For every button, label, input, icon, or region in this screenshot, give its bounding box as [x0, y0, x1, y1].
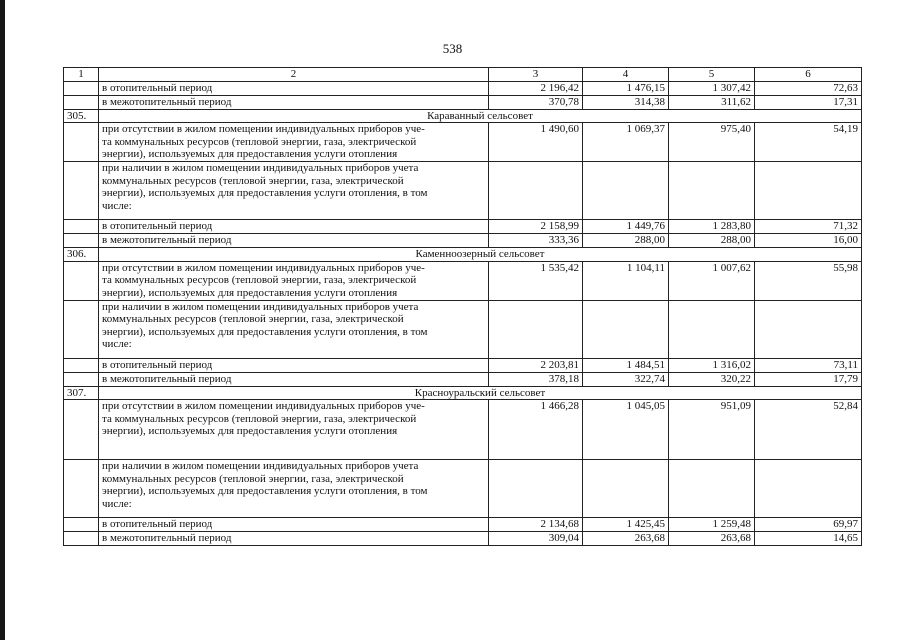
label-line: та коммунальных ресурсов (тепловой энергии, газа, электрической	[102, 135, 417, 148]
empty-cell	[64, 400, 99, 460]
value-row	[64, 532, 862, 546]
value-cell	[755, 460, 862, 518]
label-line: числе:	[102, 497, 132, 510]
value-cell: 2 158,99	[489, 220, 583, 234]
value-cell: 311,62	[669, 95, 755, 109]
empty-cell	[64, 358, 99, 372]
value-row	[64, 372, 862, 386]
value-cell: 263,68	[583, 532, 669, 546]
row-label: в межотопительный период	[99, 532, 489, 546]
value-cell: 16,00	[755, 234, 862, 248]
value-cell: 1 535,42	[489, 261, 583, 300]
value-cell: 314,38	[583, 95, 669, 109]
value-cell: 333,36	[489, 234, 583, 248]
empty-cell	[64, 234, 99, 248]
label-line: при наличии в жилом помещении индивидуальных приборов учета	[102, 300, 419, 313]
empty-cell	[64, 123, 99, 162]
value-cell: 1 466,28	[489, 400, 583, 460]
value-cell: 263,68	[669, 532, 755, 546]
value-cell: 2 196,42	[489, 81, 583, 95]
tariff-table	[63, 67, 862, 546]
value-cell: 1 316,02	[669, 358, 755, 372]
value-cell: 55,98	[755, 261, 862, 300]
value-cell: 1 104,11	[583, 261, 669, 300]
value-cell: 288,00	[583, 234, 669, 248]
label-line: при наличии в жилом помещении индивидуальных приборов учета	[102, 460, 419, 472]
value-cell: 73,11	[755, 358, 862, 372]
value-cell: 1 007,62	[669, 261, 755, 300]
empty-cell	[64, 300, 99, 358]
section-row	[64, 248, 862, 262]
header-cell: 1	[64, 68, 99, 82]
label-line: энергии), используемых для предоставления услуги отопления	[102, 425, 398, 437]
section-title: Караванный сельсовет	[99, 109, 862, 123]
value-cell	[669, 460, 755, 518]
section-row	[64, 386, 862, 400]
row-label: в отопительный период	[99, 518, 489, 532]
empty-cell	[64, 95, 99, 109]
value-row	[64, 234, 862, 248]
label-line: коммунальных ресурсов (тепловой энергии, газа, электрической	[102, 472, 404, 485]
value-cell: 322,74	[583, 372, 669, 386]
label-line: при отсутствии в жилом помещении индивидуальных приборов уче-	[102, 123, 425, 135]
value-cell: 951,09	[669, 400, 755, 460]
section-number: 305.	[64, 109, 99, 123]
row-label: в отопительный период	[99, 81, 489, 95]
empty-cell	[64, 532, 99, 546]
absent-meter-row	[64, 261, 862, 300]
table-body	[64, 68, 862, 546]
header-row	[64, 68, 862, 82]
value-cell: 1 449,76	[583, 220, 669, 234]
present-meter-row	[64, 162, 862, 220]
section-title: Каменноозерный сельсовет	[99, 248, 862, 262]
value-cell	[583, 162, 669, 220]
label-line: числе:	[102, 199, 132, 212]
value-cell: 1 490,60	[489, 123, 583, 162]
value-cell: 2 134,68	[489, 518, 583, 532]
row-label	[99, 123, 489, 162]
row-label	[99, 162, 489, 220]
label-line: та коммунальных ресурсов (тепловой энергии, газа, электрической	[102, 274, 417, 286]
value-cell: 17,79	[755, 372, 862, 386]
header-cell: 2	[99, 68, 489, 82]
value-cell: 1 425,45	[583, 518, 669, 532]
value-cell	[583, 300, 669, 358]
value-row	[64, 518, 862, 532]
value-cell: 52,84	[755, 400, 862, 460]
label-line: при отсутствии в жилом помещении индивидуальных приборов уче-	[102, 400, 425, 412]
value-cell	[755, 162, 862, 220]
header-cell: 3	[489, 68, 583, 82]
scan-edge-bar	[0, 0, 5, 640]
value-cell: 14,65	[755, 532, 862, 546]
value-row	[64, 220, 862, 234]
value-cell: 54,19	[755, 123, 862, 162]
label-line: энергии), используемых для предоставления услуги отопления, в том	[102, 325, 428, 338]
empty-cell	[64, 372, 99, 386]
label-line: числе:	[102, 338, 132, 350]
value-cell	[489, 162, 583, 220]
value-cell: 378,18	[489, 372, 583, 386]
row-label	[99, 400, 489, 460]
value-cell	[489, 460, 583, 518]
value-cell: 1 484,51	[583, 358, 669, 372]
row-label: в отопительный период	[99, 220, 489, 234]
row-label: в межотопительный период	[99, 234, 489, 248]
value-cell: 370,78	[489, 95, 583, 109]
row-label: в межотопительный период	[99, 95, 489, 109]
value-row	[64, 81, 862, 95]
label-line: та коммунальных ресурсов (тепловой энергии, газа, электрической	[102, 412, 417, 425]
value-cell	[669, 162, 755, 220]
value-cell: 2 203,81	[489, 358, 583, 372]
value-cell: 71,32	[755, 220, 862, 234]
row-label	[99, 261, 489, 300]
value-cell: 17,31	[755, 95, 862, 109]
empty-cell	[64, 81, 99, 95]
value-cell: 72,63	[755, 81, 862, 95]
header-cell: 6	[755, 68, 862, 82]
absent-meter-row	[64, 400, 862, 460]
value-cell: 975,40	[669, 123, 755, 162]
value-row	[64, 358, 862, 372]
label-line: энергии), используемых для предоставления услуги отопления, в том	[102, 187, 428, 199]
value-cell: 1 283,80	[669, 220, 755, 234]
value-cell: 1 045,05	[583, 400, 669, 460]
value-cell	[489, 300, 583, 358]
value-cell: 1 307,42	[669, 81, 755, 95]
label-line: при отсутствии в жилом помещении индивидуальных приборов уче-	[102, 261, 425, 274]
value-cell: 69,97	[755, 518, 862, 532]
label-line: коммунальных ресурсов (тепловой энергии, газа, электрической	[102, 174, 404, 187]
row-label	[99, 460, 489, 518]
row-label: в отопительный период	[99, 358, 489, 372]
header-cell: 4	[583, 68, 669, 82]
row-label: в межотопительный период	[99, 372, 489, 386]
label-line: при наличии в жилом помещении индивидуальных приборов учета	[102, 162, 419, 174]
section-number: 307.	[64, 386, 99, 400]
value-cell	[755, 300, 862, 358]
empty-cell	[64, 162, 99, 220]
page-number: 538	[442, 41, 463, 56]
empty-cell	[64, 220, 99, 234]
row-label	[99, 300, 489, 358]
empty-cell	[64, 460, 99, 518]
absent-meter-row	[64, 123, 862, 162]
header-cell: 5	[669, 68, 755, 82]
value-row	[64, 95, 862, 109]
label-line: коммунальных ресурсов (тепловой энергии, газа, электрической	[102, 313, 404, 325]
value-cell: 1 259,48	[669, 518, 755, 532]
present-meter-row	[64, 300, 862, 358]
present-meter-row	[64, 460, 862, 518]
value-cell: 1 476,15	[583, 81, 669, 95]
value-cell: 1 069,37	[583, 123, 669, 162]
label-line: энергии), используемых для предоставления услуги отопления	[102, 286, 398, 299]
value-cell: 309,04	[489, 532, 583, 546]
value-cell: 288,00	[669, 234, 755, 248]
section-number: 306.	[64, 248, 99, 262]
value-cell	[583, 460, 669, 518]
value-cell: 320,22	[669, 372, 755, 386]
empty-cell	[64, 261, 99, 300]
value-cell	[669, 300, 755, 358]
section-row	[64, 109, 862, 123]
section-title: Красноуральский сельсовет	[99, 386, 862, 400]
empty-cell	[64, 518, 99, 532]
label-line: энергии), используемых для предоставления услуги отопления, в том	[102, 485, 428, 497]
label-line: энергии), используемых для предоставления услуги отопления	[102, 148, 398, 160]
